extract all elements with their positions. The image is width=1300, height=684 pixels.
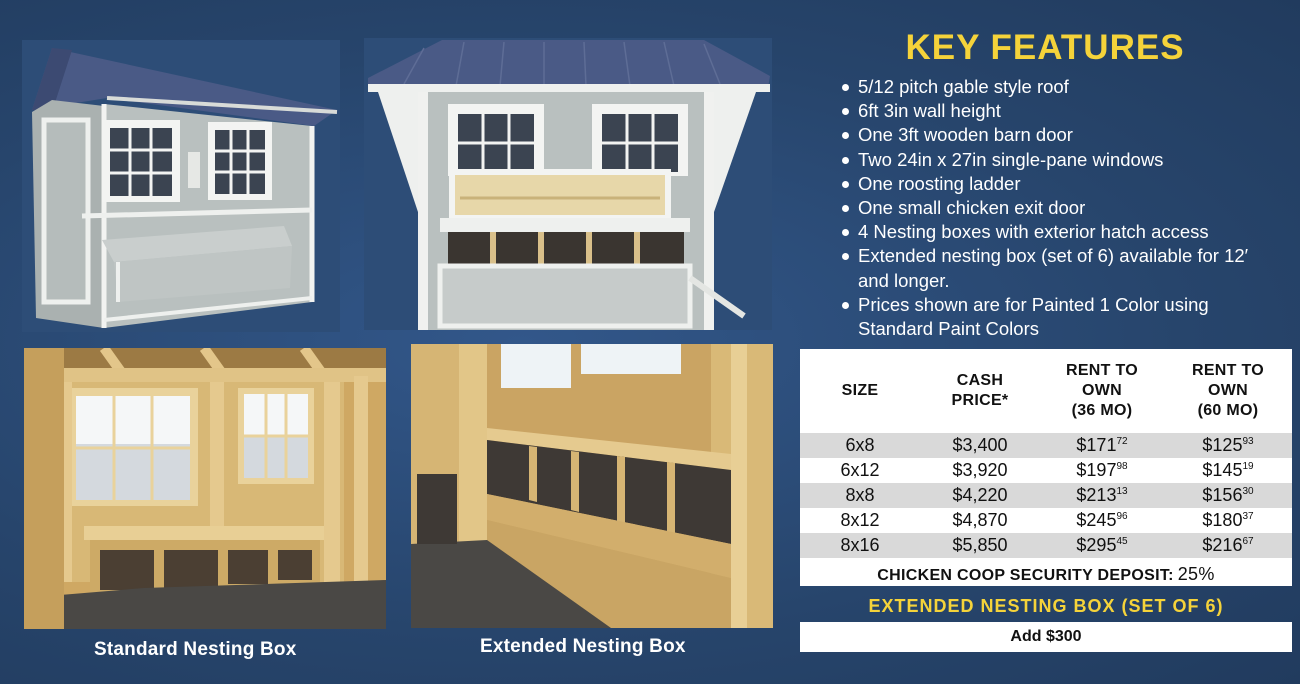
- rto-36-cell: $\$245^{96}$: [1076, 510, 1128, 530]
- feature-item: Prices shown are for Painted 1 Color using Standard Paint Colors: [838, 293, 1278, 341]
- coop-front-photo: [364, 38, 772, 330]
- rto-60-cell: $\$125^{93}$: [1164, 433, 1292, 458]
- rto-60-cell: $\$156^{30}$: [1164, 483, 1292, 508]
- table-row: [800, 433, 1292, 458]
- feature-item: 6ft 3in wall height: [838, 99, 1278, 123]
- size-cell: 6x12: [840, 460, 880, 480]
- feature-item: 4 Nesting boxes with exterior hatch access: [838, 220, 1278, 244]
- table-row: [800, 458, 1292, 483]
- rto-60-header: RENT TO OWN (60 MO): [1191, 362, 1265, 419]
- table-row: [800, 483, 1292, 508]
- rto-36-cell: $\$197^{98}$: [1076, 460, 1128, 480]
- security-deposit-value: 25%: [1177, 564, 1215, 584]
- price-table-header: [800, 349, 1292, 433]
- feature-item: One roosting ladder: [838, 172, 1278, 196]
- size-cell: 8x12: [840, 510, 880, 530]
- rto-36-cell: $\$171^{72}$: [1040, 433, 1164, 458]
- feature-item: One small chicken exit door: [838, 196, 1278, 220]
- feature-item: 5/12 pitch gable style roof: [838, 75, 1278, 99]
- feature-item: Two 24in x 27in single-pane windows: [838, 148, 1278, 172]
- extended-nesting-box-caption: Extended Nesting Box: [480, 636, 686, 657]
- feature-item: One 3ft wooden barn door: [838, 123, 1278, 147]
- cash-cell: $3,400: [920, 433, 1040, 458]
- cash-price-header: CASH PRICE*: [951, 372, 1009, 409]
- key-features-list: [838, 75, 1278, 341]
- key-features-title: KEY FEATURES: [905, 28, 1185, 67]
- extended-nesting-box-photo: [411, 344, 773, 628]
- cash-cell: $4,220: [920, 483, 1040, 508]
- rto-36-header: RENT TO OWN (36 MO): [1065, 362, 1139, 419]
- table-row: [800, 508, 1292, 533]
- size-cell: 8x16: [800, 533, 920, 558]
- standard-nesting-box-caption: Standard Nesting Box: [94, 639, 297, 660]
- security-deposit-label: CHICKEN COOP SECURITY DEPOSIT:: [877, 567, 1174, 584]
- size-cell: 8x8: [800, 483, 920, 508]
- table-row: [800, 533, 1292, 558]
- size-cell: 6x8: [800, 433, 920, 458]
- price-table: [800, 349, 1292, 586]
- security-deposit-row: [800, 562, 1292, 586]
- rto-60-cell: $\$180^{37}$: [1202, 510, 1254, 530]
- extended-nesting-price: Add $300: [800, 622, 1292, 652]
- feature-item: Extended nesting box (set of 6) available for 12′ and longer.: [838, 244, 1278, 292]
- cash-cell: $5,850: [920, 533, 1040, 558]
- cash-cell: $4,870: [952, 510, 1008, 530]
- rto-36-cell: $\$213^{13}$: [1040, 483, 1164, 508]
- size-header: SIZE: [841, 382, 879, 399]
- coop-side-photo: [22, 40, 340, 332]
- cash-cell: $3,920: [952, 460, 1008, 480]
- extended-nesting-title: EXTENDED NESTING BOX (SET OF 6): [868, 596, 1224, 616]
- rto-36-cell: $\$295^{45}$: [1040, 533, 1164, 558]
- rto-60-cell: $\$145^{19}$: [1202, 460, 1254, 480]
- rto-60-cell: $\$216^{67}$: [1164, 533, 1292, 558]
- standard-nesting-box-photo: [24, 348, 386, 629]
